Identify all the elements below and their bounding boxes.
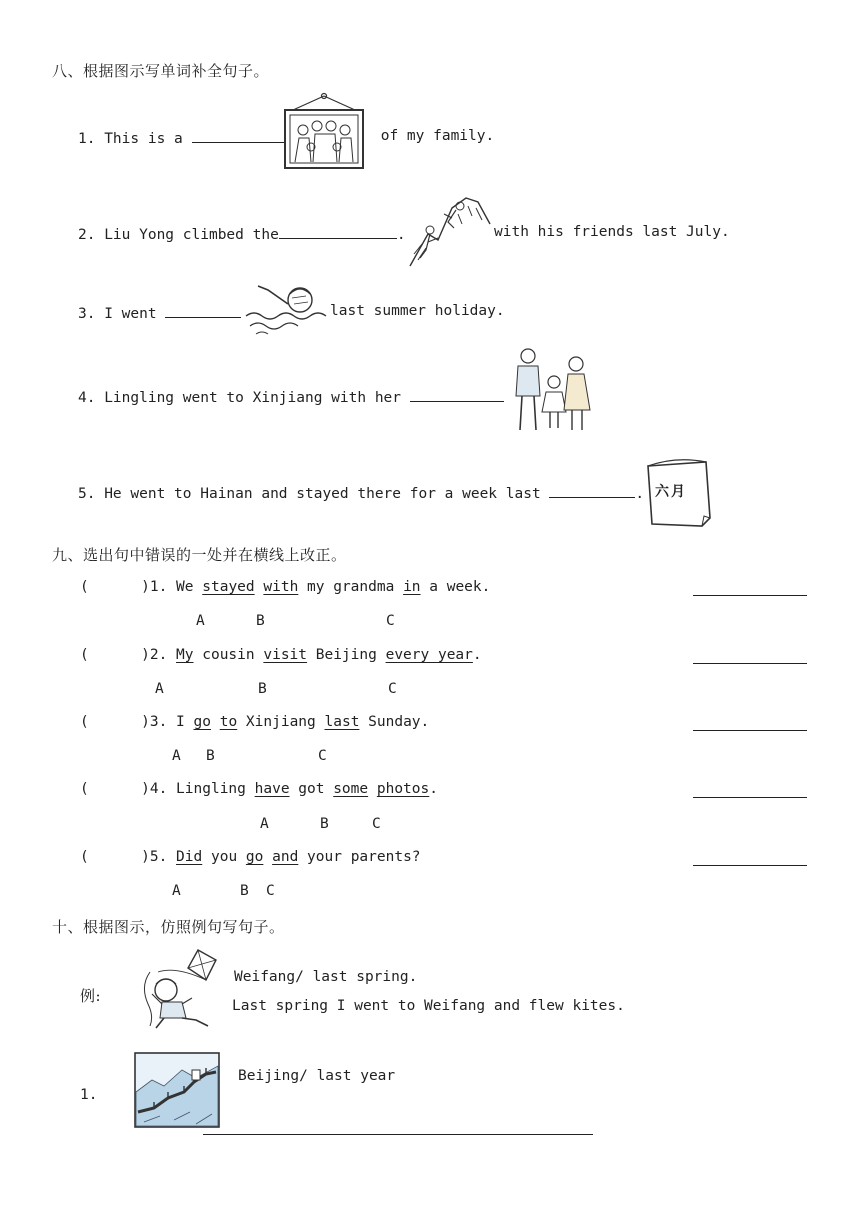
s8-blank-4[interactable]: [410, 387, 504, 402]
q1-prompt: Beijing/ last year: [238, 1068, 396, 1084]
s8-blank-2[interactable]: [279, 224, 397, 239]
s9-answer-line-5[interactable]: [693, 865, 807, 866]
s8-blank-1[interactable]: [192, 128, 288, 143]
s8-item-4: 4. Lingling went to Xinjiang with her: [78, 387, 504, 406]
mountain-climbing-icon: [408, 194, 492, 268]
s9-item-4: ( )4. Lingling have got some photos.: [80, 781, 438, 797]
q1-number: 1.: [80, 1087, 98, 1103]
family-photo-frame-icon: [283, 92, 365, 170]
s8-item-3: 3. I went: [78, 303, 241, 322]
answer-paren[interactable]: ( ): [80, 714, 150, 730]
s9-answer-line-1[interactable]: [693, 595, 807, 596]
s9-answer-line-4[interactable]: [693, 797, 807, 798]
example-answer: Last spring I went to Weifang and flew kites.: [232, 998, 625, 1014]
section-10-heading: 十、根据图示，仿照例句写句子。: [52, 918, 285, 936]
example-label: 例:: [80, 987, 102, 1005]
great-wall-icon: [134, 1052, 220, 1128]
answer-paren[interactable]: ( ): [80, 647, 150, 663]
swimming-icon: [244, 282, 328, 338]
s9-item-1: ( )1. We stayed with my grandma in a week.: [80, 579, 491, 595]
q1-answer-line[interactable]: [203, 1134, 593, 1135]
s9-item-5: ( )5. Did you go and your parents?: [80, 849, 421, 865]
s9-item-3: ( )3. I go to Xinjiang last Sunday.: [80, 714, 430, 730]
parents-family-icon: [512, 346, 598, 434]
s9-answer-line-3[interactable]: [693, 730, 807, 731]
s8-blank-3[interactable]: [165, 303, 241, 318]
section-9-heading: 九、选出句中错误的一处并在横线上改正。: [52, 546, 347, 564]
kite-flying-icon: [136, 946, 220, 1032]
s8-item-2: 2. Liu Yong climbed the .: [78, 224, 406, 243]
s8-item-1: 1. This is a: [78, 128, 288, 147]
s9-answer-line-2[interactable]: [693, 663, 807, 664]
answer-paren[interactable]: ( ): [80, 781, 150, 797]
calendar-june-text: 六月: [655, 484, 687, 500]
example-prompt: Weifang/ last spring.: [234, 969, 418, 985]
section-8-heading: 八、根据图示写单词补全句子。: [52, 62, 270, 80]
s8-blank-5[interactable]: [549, 483, 635, 498]
s9-item-2: ( )2. My cousin visit Beijing every year.: [80, 647, 482, 663]
answer-paren[interactable]: ( ): [80, 579, 150, 595]
s8-item-5: 5. He went to Hainan and stayed there for a week last .: [78, 483, 644, 502]
answer-paren[interactable]: ( ): [80, 849, 150, 865]
